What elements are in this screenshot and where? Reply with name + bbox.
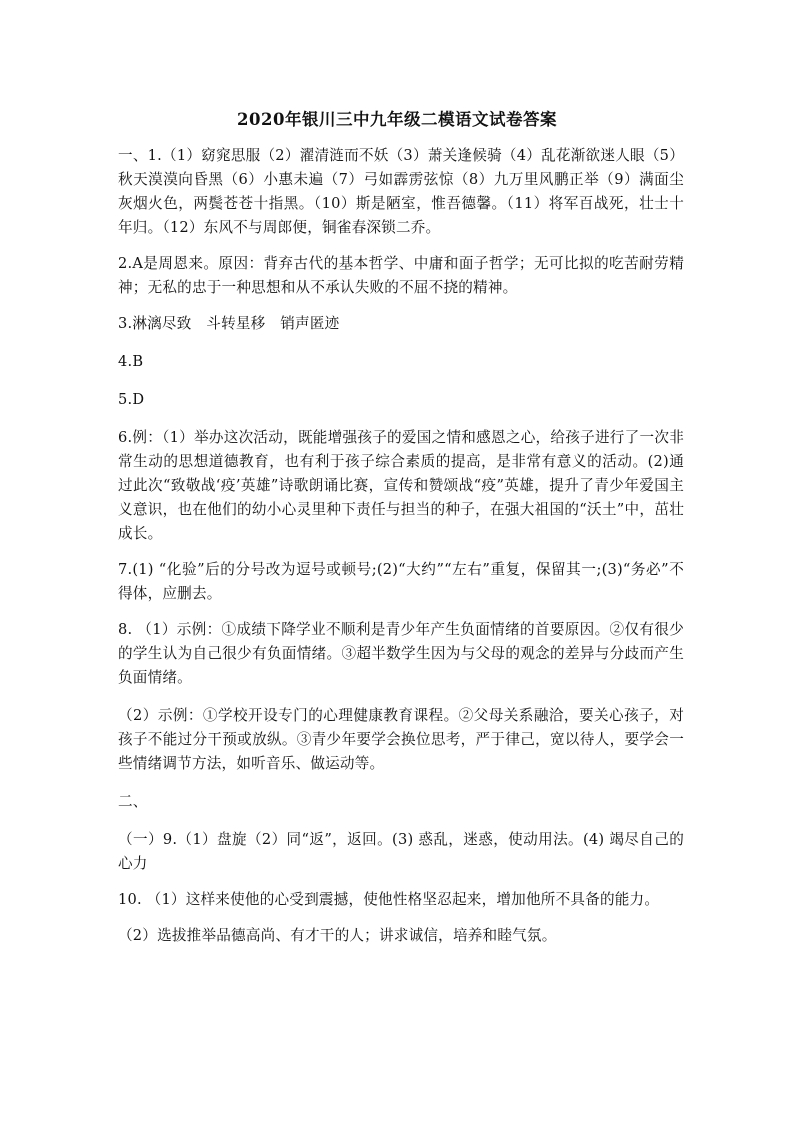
answer-q6: 6.例：（1）举办这次活动，既能增强孩子的爱国之情和感恩之心，给孩子进行了一次非常生动的思想道德教育，也有利于孩子综合素质的提高，是非常有意义的活动。(2)通过此次“致敬战‘疫’英雄”诗歌朗诵比赛，宣传和赞颂战“疫”英雄，提升了青少年爱国主义意识，也在他们的幼小心灵里种下责任与担当的种子，在强大祖国的“沃土”中，茁壮成长。	[118, 429, 684, 542]
answer-q9: （一）9.（1）盘旋（2）同“返”，返回。(3) 惑乱，迷惑，使动用法。(4) 竭尽自己的心力	[118, 831, 684, 872]
answer-q5: 5.D	[118, 391, 145, 408]
document-title: 2020年银川三中九年级二模语文试卷答案	[237, 110, 557, 129]
answer-q10-part2: （2）选拔推举品德高尚、有才干的人；讲求诚信，培养和睦气氛。	[118, 927, 557, 944]
answer-q4: 4.B	[118, 353, 144, 370]
answer-q10-part1: 10. （1）这样来使他的心受到震撼，使他性格坚忍起来，增加他所不具备的能力。	[118, 891, 660, 908]
answer-q8-part2: （2）示例：①学校开设专门的心理健康教育课程。②父母关系融洽，要关心孩子，对孩子不能过分干预或放纵。③青少年要学会换位思考，严于律己，宽以待人，要学会一些情绪调节方法，如听音乐、做运动等。	[118, 707, 684, 772]
answer-q3: 3.淋漓尽致 斗转星移 销声匿迹	[118, 315, 340, 332]
section-2-heading: 二、	[118, 793, 148, 810]
document-body	[118, 144, 684, 960]
answer-section-1-q1: 一、1.（1）窈窕思服（2）濯清涟而不妖（3）萧关逢候骑（4）乱花渐欲迷人眼（5）秋天漠漠向昏黑（6）小惠未遍（7）弓如霹雳弦惊（8）九万里风鹏正举（9）满面尘灰烟火色，两鬓苍苍十指黑。（10）斯是陋室，惟吾德馨。（11）将军百战死，壮士十年归。（12）东风不与周郎便，铜雀春深锁二乔。	[118, 147, 684, 236]
answer-q2: 2.A是周恩来。原因：背弃古代的基本哲学、中庸和面子哲学；无可比拟的吃苦耐劳精神；无私的忠于一种思想和从不承认失败的不屈不挠的精神。	[118, 255, 684, 296]
answer-q7: 7.(1) “化验”后的分号改为逗号或顿号;(2)“大约”“左右”重复，保留其一;(3)“务必”不得体，应删去。	[118, 561, 684, 602]
answer-q8-part1: 8. （1）示例：①成绩下降学业不顺利是青少年产生负面情绪的首要原因。②仅有很少的学生认为自己很少有负面情绪。③超半数学生因为与父母的观念的差异与分歧而产生负面情绪。	[118, 621, 684, 686]
